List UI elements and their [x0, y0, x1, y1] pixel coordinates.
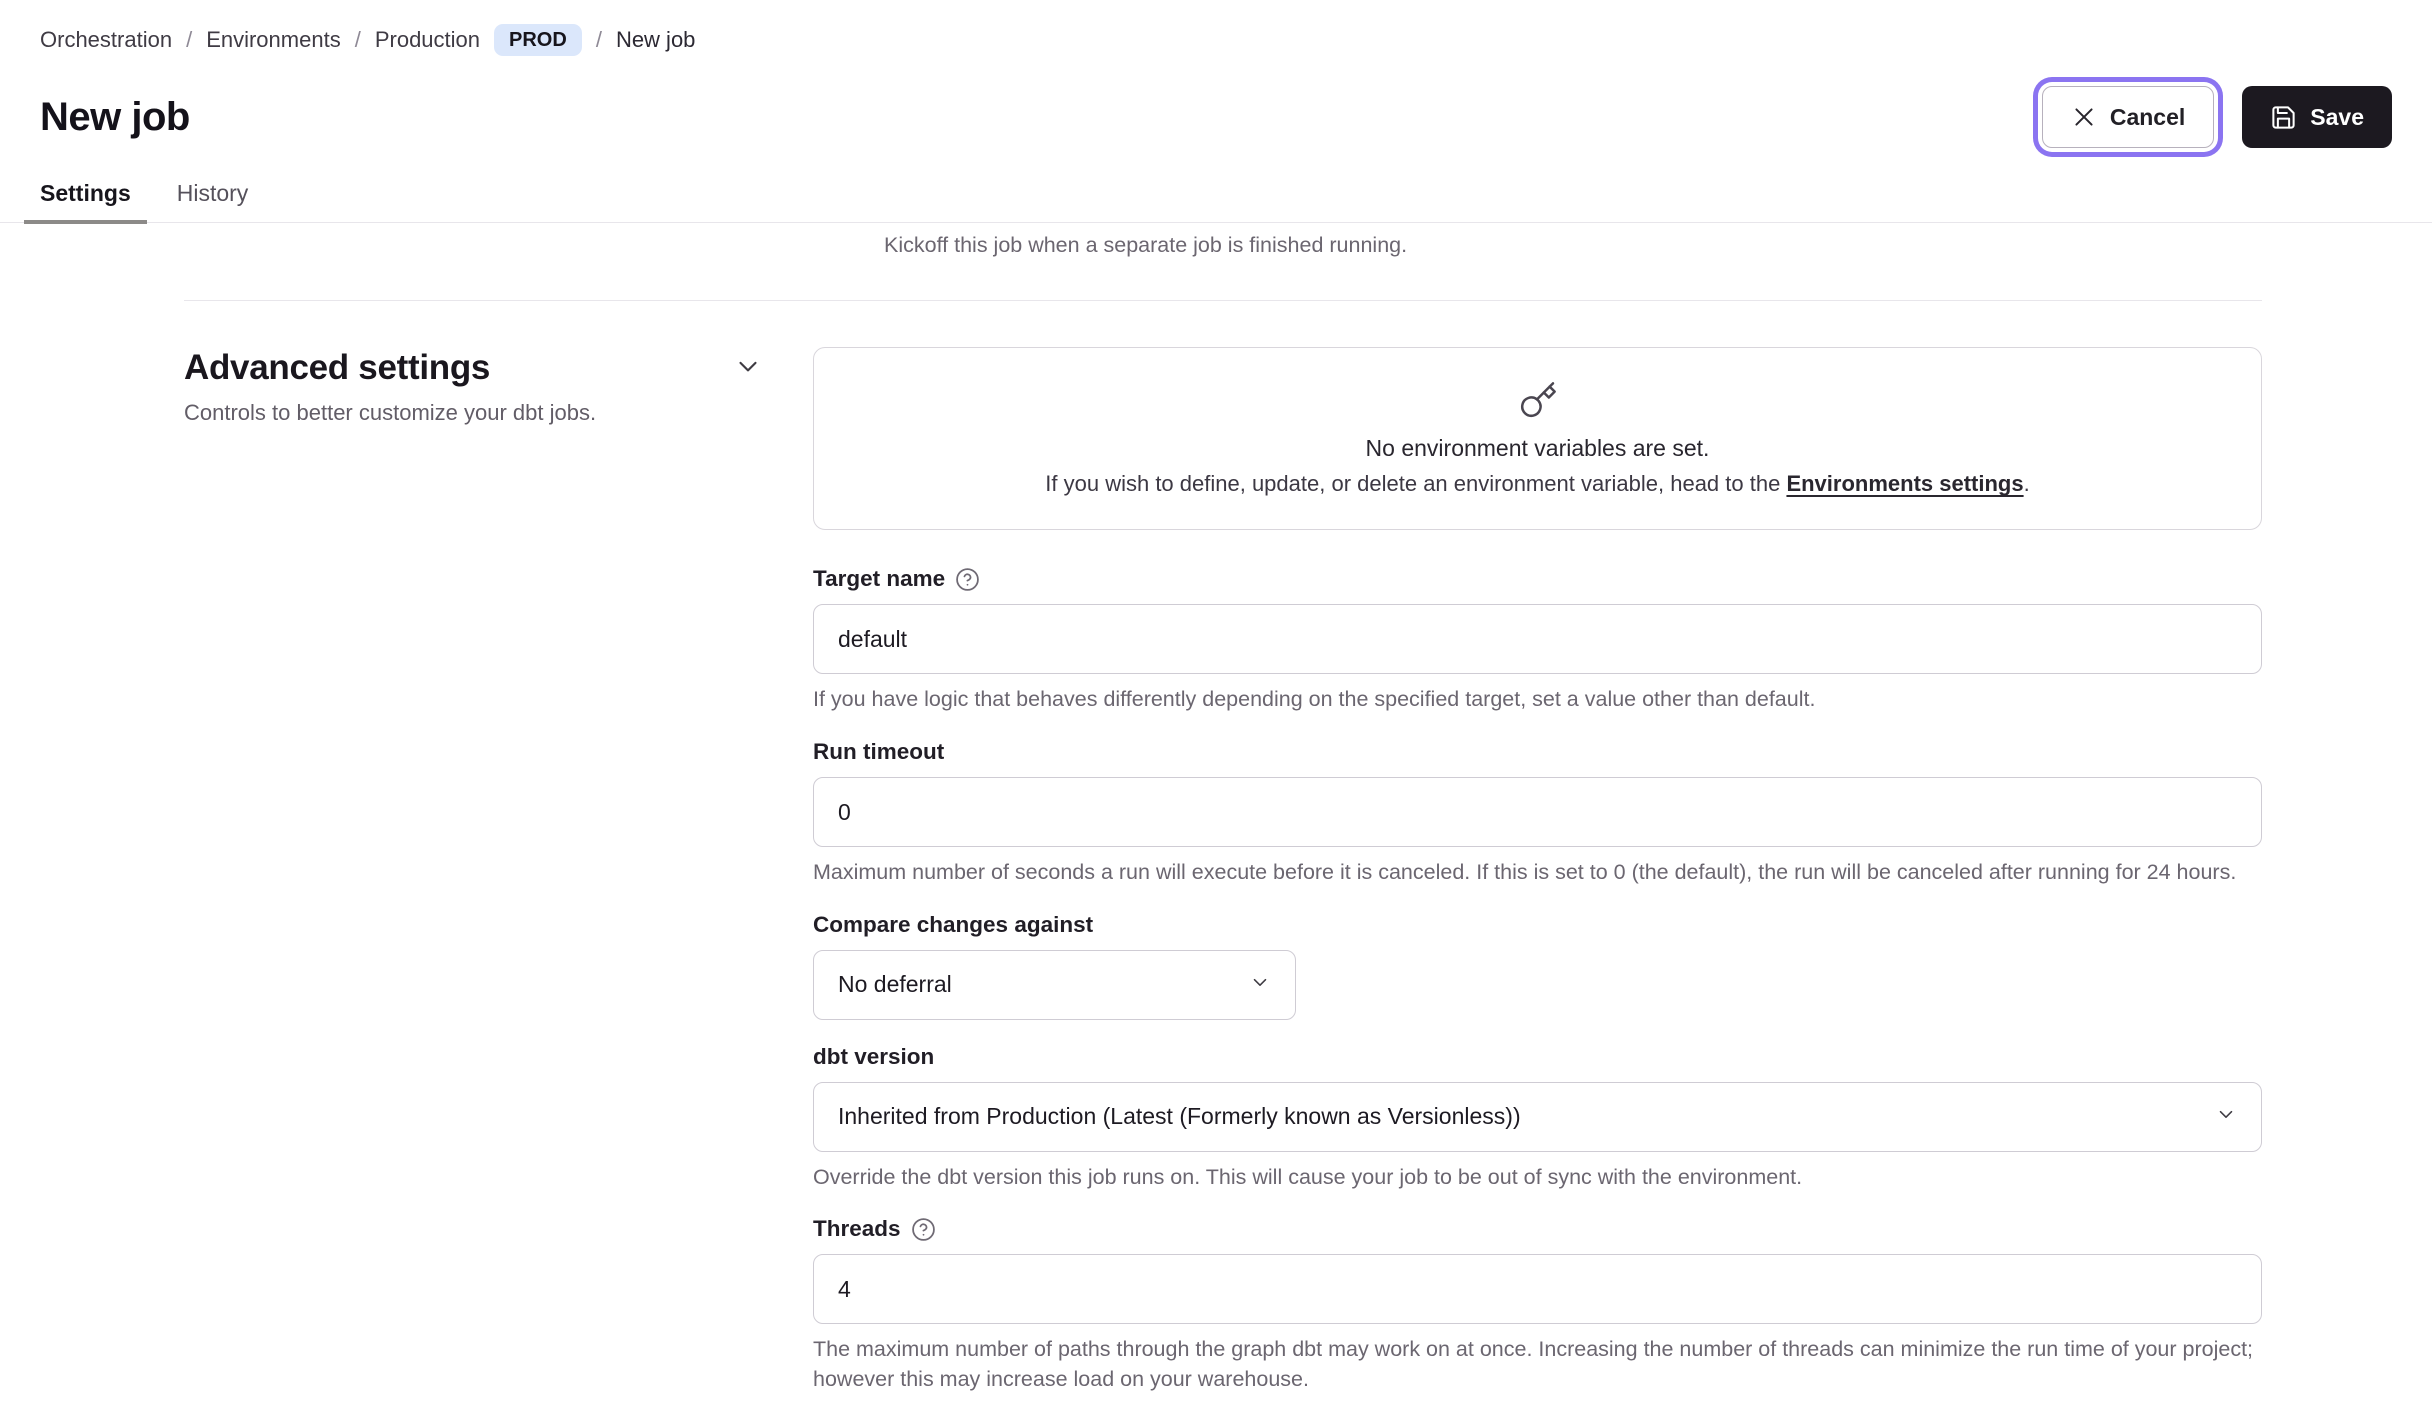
compare-changes-value: No deferral — [838, 971, 952, 998]
breadcrumb-separator: / — [354, 27, 361, 52]
dbt-version-select[interactable] — [813, 1082, 2262, 1152]
save-button[interactable] — [2242, 86, 2392, 148]
run-timeout-label: Run timeout — [813, 739, 945, 765]
run-timeout-field — [813, 739, 2262, 888]
target-name-input[interactable] — [813, 604, 2262, 674]
breadcrumb-production[interactable]: Production — [374, 27, 481, 52]
key-icon — [1518, 380, 1558, 425]
breadcrumb-orchestration[interactable]: Orchestration — [40, 27, 173, 52]
run-timeout-helper: Maximum number of seconds a run will execute before it is canceled. If this is set to 0 (the default), the run will be canceled after running for 24 hours. — [813, 860, 2237, 885]
env-vars-body-suffix: . — [2023, 471, 2030, 497]
help-icon[interactable] — [911, 1217, 936, 1242]
breadcrumb-environments[interactable]: Environments — [206, 27, 341, 52]
run-timeout-input[interactable] — [813, 777, 2262, 847]
breadcrumb-separator: / — [595, 27, 602, 52]
target-name-helper: If you have logic that behaves differently depending on the specified target, set a value other than default. — [813, 687, 1816, 712]
tab-history-label: History — [176, 180, 249, 206]
environments-settings-link[interactable]: Environments settings — [1786, 471, 2024, 497]
help-icon[interactable] — [955, 567, 980, 592]
settings-panel — [0, 233, 2432, 1412]
target-name-label: Target name — [813, 566, 946, 592]
threads-field — [813, 1216, 2262, 1394]
threads-label: Threads — [813, 1216, 901, 1242]
chevron-down-icon — [733, 369, 763, 384]
advanced-settings-subtitle: Controls to better customize your dbt jobs. — [184, 400, 597, 426]
env-vars-empty-body — [1045, 471, 2029, 497]
tab-settings[interactable] — [24, 168, 147, 224]
target-name-field — [813, 566, 2262, 715]
advanced-settings-intro — [184, 347, 813, 426]
run-when-finished-helper: Kickoff this job when a separate job is finished running. — [884, 233, 1408, 258]
field-list — [813, 566, 2262, 1394]
prod-badge: PROD — [494, 24, 582, 56]
compare-changes-select[interactable] — [813, 950, 1296, 1020]
tab-history[interactable] — [161, 168, 265, 224]
advanced-settings-title: Advanced settings — [184, 347, 491, 387]
cancel-button-label: Cancel — [2109, 103, 2186, 130]
advanced-settings-fields — [813, 347, 2262, 1412]
header-actions — [2042, 86, 2392, 148]
collapse-section-button[interactable] — [729, 347, 767, 388]
dbt-version-value: Inherited from Production (Latest (Formerly known as Versionless)) — [838, 1103, 1521, 1130]
dbt-version-field — [813, 1044, 2262, 1193]
chevron-down-icon — [1249, 971, 1271, 999]
close-icon — [2071, 104, 2097, 130]
cancel-button[interactable] — [2042, 86, 2214, 148]
compare-changes-field — [813, 912, 2262, 1020]
page-title: New job — [40, 94, 190, 139]
section-divider — [184, 300, 2262, 301]
compare-changes-label: Compare changes against — [813, 911, 1094, 937]
tab-settings-label: Settings — [40, 180, 131, 206]
tab-bar — [0, 168, 2432, 223]
breadcrumb — [0, 0, 2432, 56]
env-vars-body-prefix: If you wish to define, update, or delete an environment variable, head to the — [1045, 471, 1787, 497]
env-vars-empty-title: No environment variables are set. — [1365, 435, 1710, 462]
chevron-down-icon — [2215, 1103, 2237, 1131]
breadcrumb-separator: / — [186, 27, 193, 52]
breadcrumb-current-new-job: New job — [615, 27, 696, 52]
dbt-version-label: dbt version — [813, 1043, 935, 1069]
environment-variables-empty-state — [813, 347, 2262, 530]
threads-helper: The maximum number of paths through the graph dbt may work on at once. Increasing the number of threads can minimize the run time of your project; however this may increase load on your warehouse. — [813, 1337, 2254, 1392]
save-button-label: Save — [2310, 103, 2364, 130]
save-icon — [2270, 104, 2297, 131]
advanced-settings-section — [184, 347, 2262, 1412]
dbt-version-helper: Override the dbt version this job runs on. This will cause your job to be out of sync with the environment. — [813, 1164, 1803, 1189]
page-header — [0, 56, 2432, 148]
threads-input[interactable] — [813, 1254, 2262, 1324]
